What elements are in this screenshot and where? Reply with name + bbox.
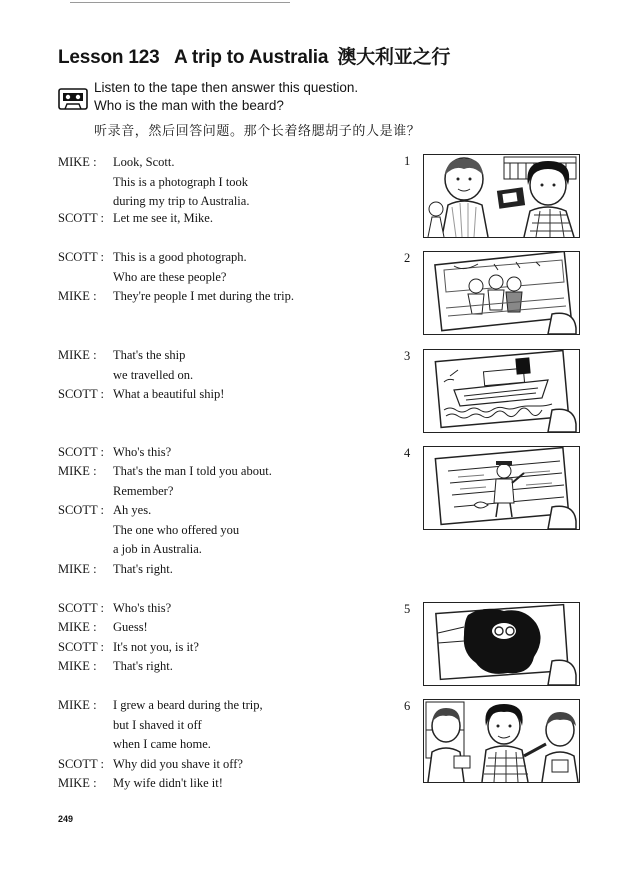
lesson-title [58,42,450,69]
picture-6-mike-and-scott-talk [423,699,580,783]
dialogue-line: The one who offered you [113,522,240,537]
dialogue-line: That's the ship [113,348,186,362]
picture-number: 4 [404,446,411,460]
cassette-tape-icon [58,88,88,110]
speaker-label: SCOTT : [58,601,104,615]
speaker-label: SCOTT : [58,211,104,225]
speaker-label: MIKE : [58,464,97,478]
speaker-label: SCOTT : [58,503,104,517]
picture-number: 6 [404,699,411,713]
speaker-label: SCOTT : [58,250,104,264]
speaker-label: SCOTT : [58,445,104,459]
dialogue-line: Why did you shave it off? [113,757,243,771]
speaker-label: SCOTT : [58,757,104,771]
dialogue-line: I grew a beard during the trip, [113,698,263,712]
dialogue-line: That's the man I told you about. [113,464,272,478]
picture-number: 3 [404,349,411,363]
speaker-label: MIKE : [58,562,97,576]
dialogue-line: a job in Australia. [113,542,202,556]
dialogue-line: Let me see it, Mike. [113,211,213,225]
picture-2-people-met-on-trip [423,251,580,335]
dialogue-line: Who are these people? [113,269,227,284]
speaker-label: SCOTT : [58,640,104,654]
question-chinese: 听录音，然后回答问题。那个长着络腮胡子的人是谁？ [94,124,421,139]
speaker-label: MIKE : [58,348,97,362]
speaker-label: MIKE : [58,289,97,303]
page-number: 249 [58,814,74,824]
dialogue-line: Who's this? [113,601,172,615]
question-line: Who is the man with the beard? [94,98,284,113]
lesson-title-en: Lesson 123 A trip to Australia [58,47,329,68]
dialogue-line: Remember? [113,483,174,498]
picture-1-mike-shows-photo [423,154,580,238]
speaker-label: MIKE : [58,155,97,169]
dialogue-line: Guess! [113,620,148,634]
picture-number: 1 [404,154,411,168]
dialogue-line: This is a photograph I took [113,174,249,189]
picture-number: 5 [404,602,411,616]
top-rule [70,2,290,3]
speaker-label: MIKE : [58,659,97,673]
dialogue-line: My wife didn't like it! [113,776,223,790]
speaker-label: MIKE : [58,776,97,790]
speaker-label: SCOTT : [58,387,104,401]
dialogue-line: Ah yes. [113,503,152,517]
dialogue-line: This is a good photograph. [113,250,247,264]
picture-3-ship [423,349,580,433]
picture-5-bearded-mike [423,602,580,686]
dialogue-line: Look, Scott. [113,155,175,169]
dialogue-line: we travelled on. [113,367,194,382]
dialogue-line: It's not you, is it? [113,640,199,654]
dialogue-line: That's right. [113,659,173,673]
dialogue-line: They're people I met during the trip. [113,289,295,303]
speaker-label: MIKE : [58,698,97,712]
picture-number: 2 [404,251,411,265]
speaker-label: MIKE : [58,620,97,634]
dialogue-line: when I came home. [113,737,211,751]
instruction-line: Listen to the tape then answer this question. [94,80,359,95]
dialogue-line: Who's this? [113,445,172,459]
dialogue-line: What a beautiful ship! [113,387,225,401]
dialogue-line: during my trip to Australia. [113,194,250,208]
dialogue-line: but I shaved it off [113,717,202,732]
lesson-title-cn: 澳大利亚之行 [337,46,451,68]
picture-4-man-with-job-offer [423,446,580,530]
dialogue-line: That's right. [113,562,173,576]
